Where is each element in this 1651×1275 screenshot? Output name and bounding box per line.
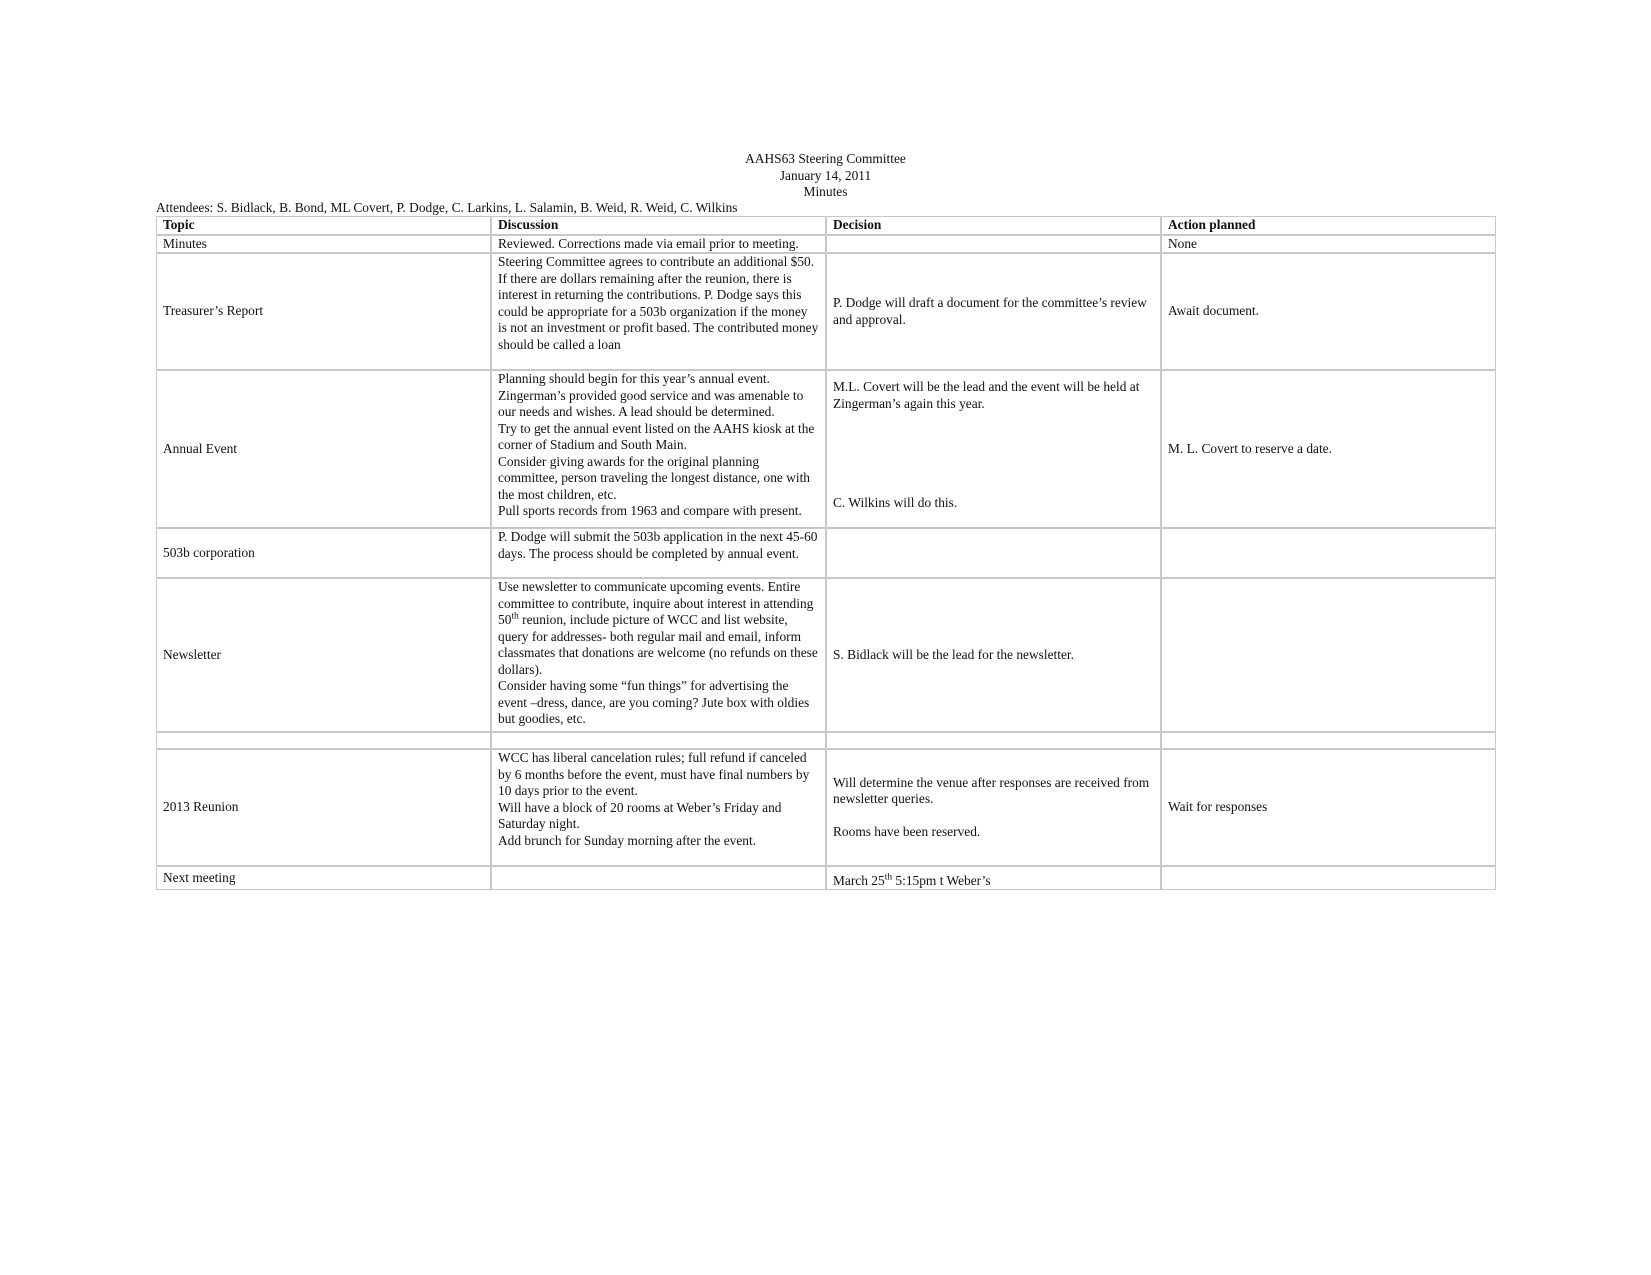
decision-venue: Will determine the venue after responses are received from newsletter queries.: [833, 774, 1150, 807]
table-row-minutes: [156, 235, 1496, 254]
topic-cell: Newsletter: [156, 578, 491, 732]
table-row-annual-event: [156, 370, 1496, 528]
document-header: [0, 151, 1651, 201]
table-row-503b-corporation: [156, 528, 1496, 578]
document-date: January 14, 2011: [779, 167, 872, 183]
table-header-row: [156, 216, 1496, 235]
minutes-table: [156, 216, 1496, 890]
discussion-cell: WCC has liberal cancelation rules; full refund if canceled by 6 months before the event, must have final numbers by 10 days prior to the event. Will have a block of 20 rooms at Weber’s Friday and Saturday night. Add brunch for Sunday morning after the event.: [491, 749, 826, 866]
decision-cell: S. Bidlack will be the lead for the newsletter.: [826, 578, 1161, 732]
topic-cell: Annual Event: [156, 370, 491, 528]
decision-cell: [826, 866, 1161, 890]
decision-cell: [826, 732, 1161, 749]
ordinal-suffix: th: [511, 611, 519, 622]
action-cell: M. L. Covert to reserve a date.: [1161, 370, 1496, 528]
discussion-cell: Reviewed. Corrections made via email prior to meeting.: [491, 235, 826, 254]
topic-cell: [156, 732, 491, 749]
ordinal-suffix: th: [884, 872, 893, 883]
topic-cell: 503b corporation: [156, 528, 491, 578]
discussion-cell: Planning should begin for this year’s annual event. Zingerman’s provided good service and was amenable to our needs and wishes. A lead should be determined. Try to get the annual event listed on the AAHS kiosk at the corner of Stadium and South Main. Consider giving awards for the original planning committee, person traveling the longest distance, one with the most children, etc. Pull sports records from 1963 and compare with present.: [491, 370, 826, 528]
table-row-2013-reunion: [156, 749, 1496, 866]
discussion-cell: [491, 578, 826, 732]
decision-cell: [826, 235, 1161, 254]
topic-cell: 2013 Reunion: [156, 749, 491, 866]
decision-cell: P. Dodge will draft a document for the committee’s review and approval.: [826, 253, 1161, 370]
decision-lead: M.L. Covert will be the lead and the event will be held at Zingerman’s again this year.: [833, 379, 1140, 411]
action-cell: None: [1161, 235, 1496, 254]
document-subtitle: Minutes: [803, 184, 848, 199]
decision-sports-records: C. Wilkins will do this.: [833, 494, 958, 510]
action-cell: [1161, 866, 1496, 890]
action-cell: [1161, 578, 1496, 732]
next-meeting-date: March 25: [833, 872, 885, 888]
discussion-cell: [491, 732, 826, 749]
column-header-decision: Decision: [826, 216, 1161, 235]
column-header-topic: Topic: [156, 216, 491, 235]
newsletter-discussion-part-3: Consider having some “fun things” for advertising the event –dress, dance, are you coming? Jute box with oldies but goodies, etc.: [498, 678, 810, 726]
column-header-discussion: Discussion: [491, 216, 826, 235]
action-cell: [1161, 732, 1496, 749]
column-header-action-planned: Action planned: [1161, 216, 1496, 235]
newsletter-discussion-part-2: reunion, include picture of WCC and list website, query for addresses- both regular mail and email, inform classmates that donations are welcome (no refunds on these dollars).: [498, 612, 818, 677]
decision-cell: [826, 370, 1161, 528]
action-cell: [1161, 528, 1496, 578]
table-row-newsletter: [156, 578, 1496, 732]
discussion-cell: [491, 866, 826, 890]
next-meeting-time-place: 5:15pm t Weber’s: [892, 872, 991, 888]
discussion-cell: P. Dodge will submit the 503b application in the next 45-60 days. The process should be completed by annual event.: [491, 528, 826, 578]
table-row-treasurer-report: [156, 253, 1496, 370]
topic-cell: Treasurer’s Report: [156, 253, 491, 370]
table-row-next-meeting: [156, 866, 1496, 890]
decision-cell: [826, 749, 1161, 866]
attendees-line: Attendees: S. Bidlack, B. Bond, ML Covert, P. Dodge, C. Larkins, L. Salamin, B. Weid, R. Weid, C. Wilkins: [156, 200, 738, 215]
decision-rooms: Rooms have been reserved.: [833, 823, 981, 839]
action-cell: Await document.: [1161, 253, 1496, 370]
action-cell: Wait for responses: [1161, 749, 1496, 866]
table-row-blank: [156, 732, 1496, 749]
newsletter-discussion-part-1: Use newsletter to communicate upcoming events. Entire committee to contribute, inquire about interest in attending 50: [498, 579, 814, 627]
topic-cell: Minutes: [156, 235, 491, 254]
document-title: AAHS63 Steering Committee: [745, 151, 906, 166]
topic-cell: Next meeting: [156, 866, 491, 890]
decision-cell: [826, 528, 1161, 578]
discussion-cell: Steering Committee agrees to contribute an additional $50. If there are dollars remaining after the reunion, there is interest in returning the contributions. P. Dodge says this could be appropriate for a 503b organization if the money is not an investment or profit based. The contributed money should be called a loan: [491, 253, 826, 370]
